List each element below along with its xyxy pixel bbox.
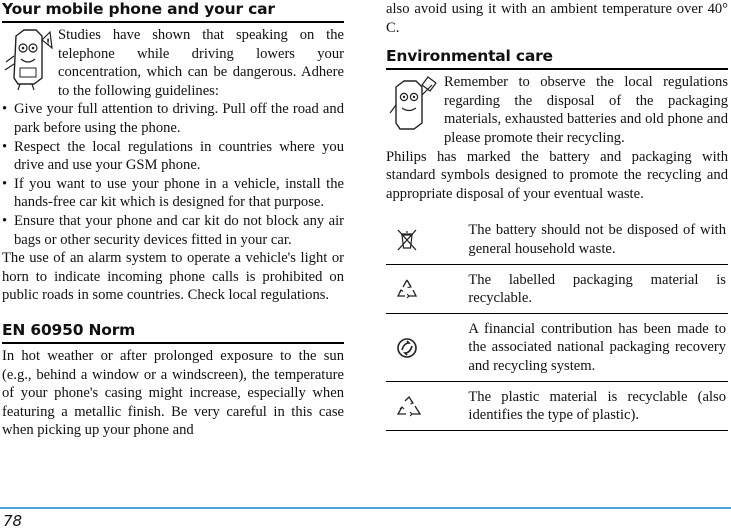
continued-paragraph: also avoid using it with an ambient temperature over 40° C. — [386, 1, 728, 36]
alarm-paragraph: The use of an alarm system to operate a vehicle's light or horn to indicate incoming phone calls is prohibited on public roads in some countries. Check local regulations. — [2, 250, 344, 304]
bullet-marker: • — [2, 212, 8, 229]
recycle-icon — [396, 278, 468, 300]
symbol-description: The battery should not be disposed of with general household waste. — [468, 222, 726, 257]
table-row — [386, 313, 728, 381]
page-number: 78 — [3, 512, 23, 530]
philips-paragraph: Philips has marked the battery and packaging with standard symbols designed to promote the recycling and appropriate disposal of your eventual waste. — [386, 148, 728, 202]
list-item-text: Respect the local regulations in countries where you drive and use your GSM phone. — [14, 138, 344, 174]
symbol-text-cell — [468, 264, 728, 313]
list-item — [2, 138, 344, 175]
section-heading-environment: Environmental care — [386, 47, 728, 70]
symbol-cell — [386, 264, 468, 313]
symbol-description: The plastic material is recyclable (also identifies the type of plastic). — [468, 388, 726, 424]
list-item-text: Give your full attention to driving. Pull off the road and park before using the phone. — [14, 101, 344, 136]
table-row — [386, 264, 728, 313]
symbol-cell — [386, 215, 468, 264]
plastic-recycle-icon — [396, 395, 468, 417]
list-item — [2, 175, 344, 212]
bullet-marker: • — [2, 138, 8, 155]
table-row — [386, 381, 728, 430]
symbol-cell — [386, 313, 468, 381]
symbol-description: The labelled packaging material is recyclable. — [468, 271, 726, 307]
symbol-cell — [386, 381, 468, 430]
section-heading-norm: EN 60950 Norm — [2, 321, 344, 344]
left-column — [2, 0, 344, 440]
symbol-text-cell — [468, 215, 728, 264]
bullet-marker: • — [2, 175, 8, 192]
environment-intro-text: Remember to observe the local regulations regarding the disposal of the packaging materials, exhausted batteries and old phone and please promote their recycling. — [444, 74, 728, 146]
table-row — [386, 215, 728, 264]
symbol-text-cell — [468, 313, 728, 381]
list-item-text: If you want to use your phone in a vehicle, install the hands-free car kit which is designed for that purpose. — [14, 175, 344, 211]
phone-mascot-icon — [2, 26, 58, 96]
car-intro-text: Studies have shown that speaking on the telephone while driving lowers your concentration, which can be dangerous. Adhere to the following guidelines: — [58, 27, 344, 99]
svg-text:!: ! — [46, 38, 51, 48]
list-item — [2, 212, 344, 249]
symbol-text-cell — [468, 381, 728, 430]
car-intro — [2, 26, 344, 100]
crossed-bin-icon — [396, 228, 468, 252]
section-heading-car: Your mobile phone and your car — [2, 0, 344, 23]
symbol-description: A financial contribution has been made to the associated national packaging recovery and recycling system. — [468, 320, 726, 374]
symbols-table — [386, 215, 728, 430]
norm-paragraph: In hot weather or after prolonged exposure to the sun (e.g., behind a window or a windscreen), the temperature of your phone's casing might increase, especially when featuring a metallic finish. Be very careful in this case when picking up your phone and — [2, 347, 344, 439]
green-dot-icon — [396, 337, 468, 359]
list-item-text: Ensure that your phone and car kit do not block any air bags or other security devices fitted in your car. — [14, 212, 344, 248]
bullet-marker: • — [2, 101, 8, 118]
environment-intro — [386, 73, 728, 147]
right-column — [386, 0, 728, 431]
page-footer — [0, 507, 731, 531]
list-item — [2, 100, 344, 137]
phone-mascot-recycle-icon — [386, 73, 444, 135]
